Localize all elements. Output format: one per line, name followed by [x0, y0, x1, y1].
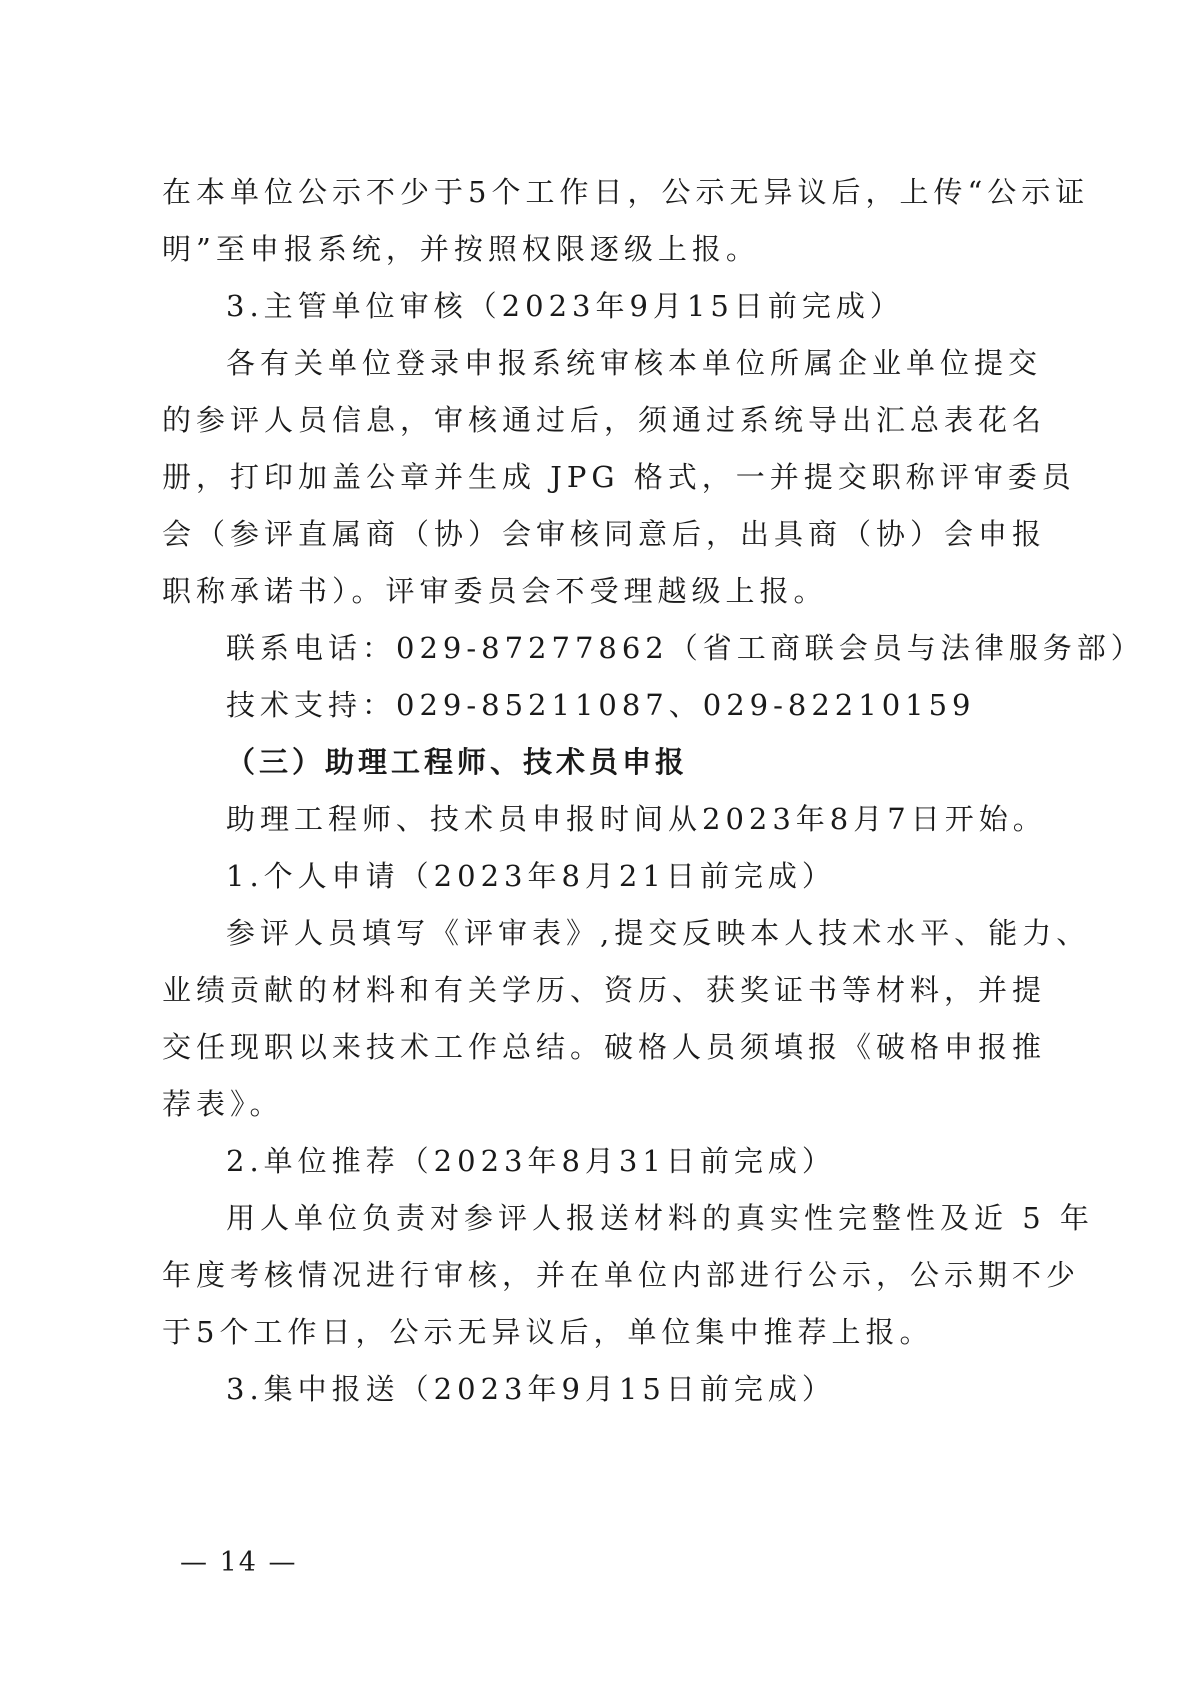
- technical-support-phone: 技术支持：029-85211087、029-82210159: [226, 688, 976, 722]
- paragraph-line-1: 在本单位公示不少于5个工作日，公示无异议后，上传“公示证: [162, 175, 1090, 209]
- paragraph-line-14: 参评人员填写《评审表》,提交反映本人技术水平、能力、: [226, 916, 1091, 950]
- paragraph-line-12: 助理工程师、技术员申报时间从2023年8月7日开始。: [226, 802, 1047, 836]
- paragraph-line-2: 明”至申报系统，并按照权限逐级上报。: [162, 232, 760, 266]
- paragraph-line-6: 册，打印加盖公章并生成 JPG 格式，一并提交职称评审委员: [162, 460, 1076, 494]
- paragraph-line-21: 于5个工作日，公示无异议后，单位集中推荐上报。: [162, 1315, 934, 1349]
- paragraph-line-15: 业绩贡献的材料和有关学历、资历、获奖证书等材料，并提: [162, 973, 1047, 1007]
- paragraph-line-5: 的参评人员信息，审核通过后，须通过系统导出汇总表花名: [162, 403, 1047, 437]
- paragraph-line-7: 会（参评直属商（协）会审核同意后，出具商（协）会申报: [162, 517, 1047, 551]
- section-heading-assistant-engineer: （三）助理工程师、技术员申报: [226, 745, 689, 779]
- step-3-supervisor-review-heading: 3.主管单位审核（2023年9月15日前完成）: [226, 289, 904, 323]
- paragraph-line-17: 荐表》。: [162, 1087, 284, 1121]
- step-3-centralized-submission-heading: 3.集中报送（2023年9月15日前完成）: [226, 1372, 836, 1406]
- paragraph-line-19: 用人单位负责对参评人报送材料的真实性完整性及近 5 年: [226, 1201, 1094, 1235]
- step-1-personal-application-heading: 1.个人申请（2023年8月21日前完成）: [226, 859, 836, 893]
- paragraph-line-16: 交任现职以来技术工作总结。破格人员须填报《破格申报推: [162, 1030, 1047, 1064]
- paragraph-line-8: 职称承诺书）。评审委员会不受理越级上报。: [162, 574, 828, 608]
- paragraph-line-20: 年度考核情况进行审核，并在单位内部进行公示，公示期不少: [162, 1258, 1081, 1292]
- step-2-unit-recommendation-heading: 2.单位推荐（2023年8月31日前完成）: [226, 1144, 836, 1178]
- page-number: — 14 —: [180, 1547, 298, 1578]
- contact-phone: 联系电话：029-87277862（省工商联会员与法律服务部）: [226, 631, 1145, 665]
- paragraph-line-4: 各有关单位登录申报系统审核本单位所属企业单位提交: [226, 346, 1043, 380]
